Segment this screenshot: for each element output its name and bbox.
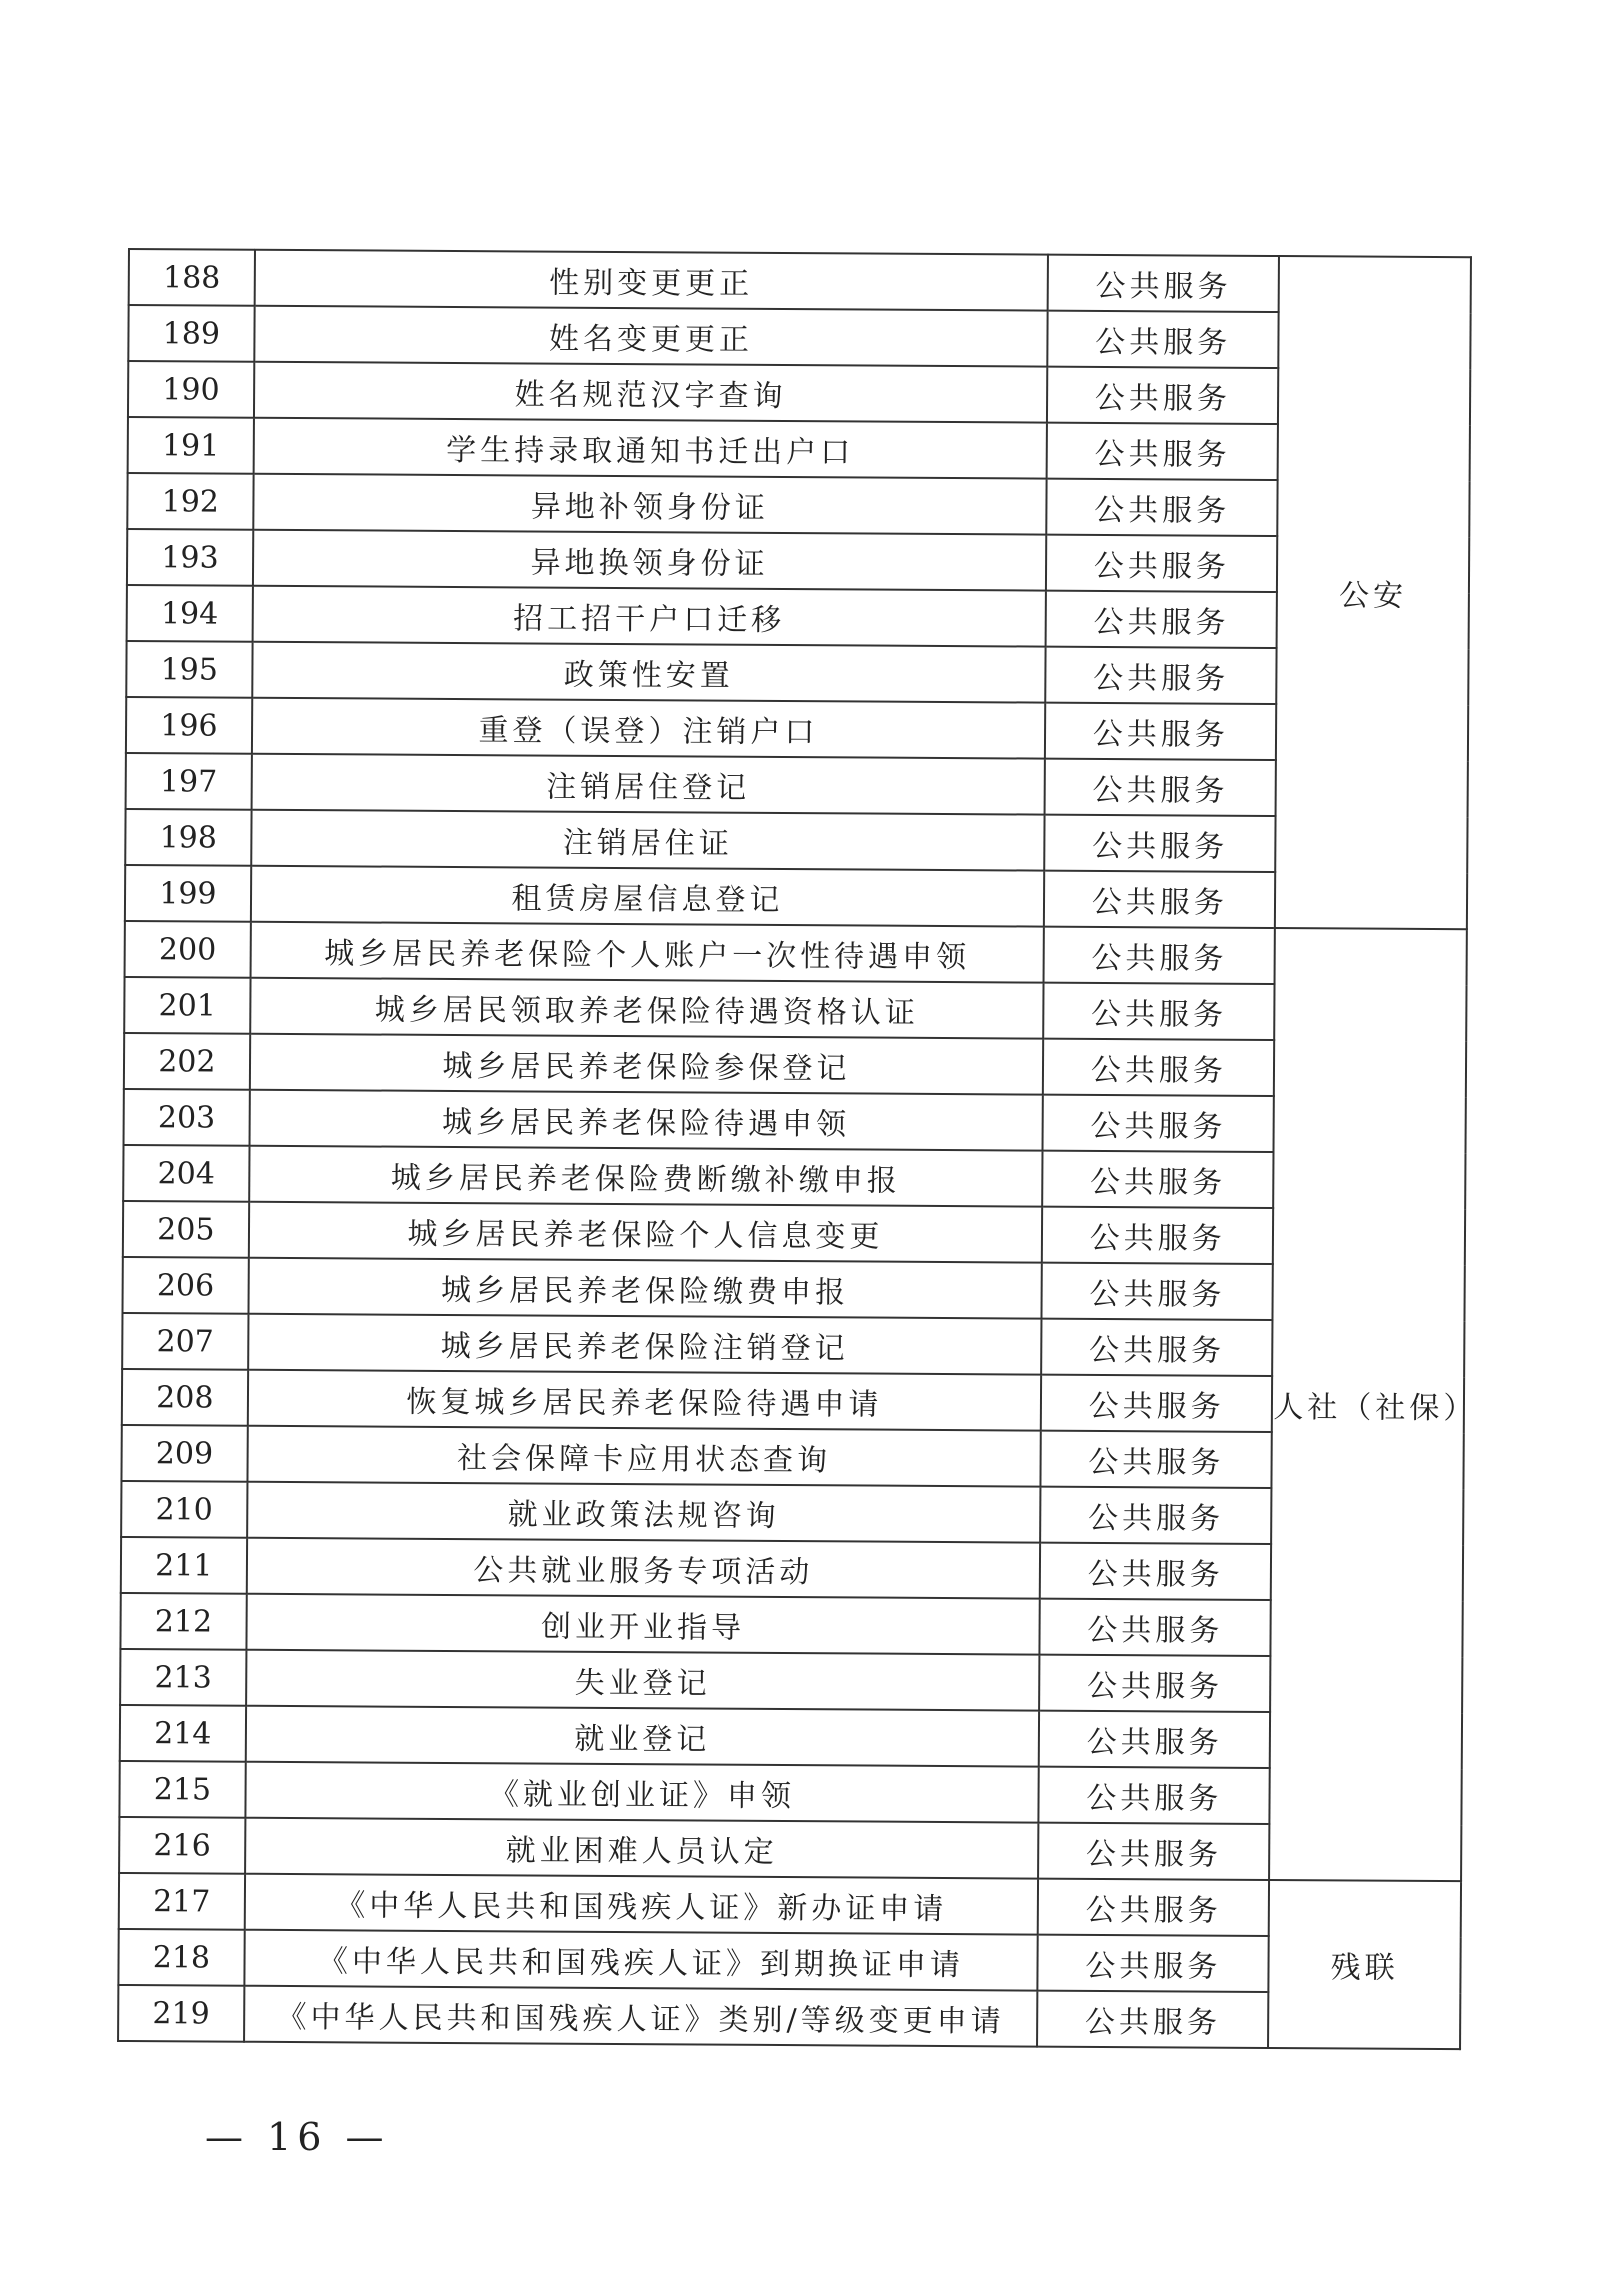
item-name: 失业登记 [246,1650,1040,1711]
item-name: 注销居住登记 [251,754,1045,815]
item-name: 姓名规范汉字查询 [254,362,1048,423]
item-type: 公共服务 [1039,1711,1271,1768]
item-name: 城乡居民养老保险参保登记 [250,1034,1044,1095]
table-row [123,1145,1465,1209]
item-type: 公共服务 [1041,1319,1273,1376]
item-number: 204 [123,1145,249,1202]
item-number: 195 [126,641,252,698]
item-type: 公共服务 [1045,647,1277,704]
item-number: 208 [122,1369,248,1426]
table-row [129,249,1471,313]
table-row [122,1313,1464,1377]
table-row [121,1537,1463,1601]
item-number: 196 [126,697,252,754]
item-number: 213 [120,1649,246,1706]
item-type: 公共服务 [1045,703,1277,760]
item-type: 公共服务 [1046,535,1278,592]
item-name: 城乡居民养老保险注销登记 [248,1314,1042,1375]
item-name: 城乡居民养老保险待遇申领 [249,1090,1043,1151]
item-type: 公共服务 [1045,759,1277,816]
item-number: 203 [124,1089,250,1146]
item-type: 公共服务 [1046,479,1278,536]
item-type: 公共服务 [1044,871,1276,928]
table-row [125,809,1467,873]
item-number: 218 [118,1929,244,1986]
item-name: 《中华人民共和国残疾人证》类别/等级变更申请 [244,1986,1038,2047]
item-number: 206 [122,1257,248,1314]
table-row [118,1985,1460,2049]
table-row [121,1481,1463,1545]
item-name: 就业政策法规咨询 [247,1482,1041,1543]
item-type: 公共服务 [1041,1375,1273,1432]
table-row [126,641,1468,705]
table-row [127,529,1469,593]
item-number: 219 [118,1985,244,2042]
item-type: 公共服务 [1047,311,1279,368]
item-name: 城乡居民养老保险费断缴补缴申报 [249,1146,1043,1207]
table-row [127,473,1469,537]
table-row [120,1649,1462,1713]
item-type: 公共服务 [1037,1935,1269,1992]
item-number: 190 [128,361,254,418]
item-name: 公共就业服务专项活动 [247,1538,1041,1599]
item-number: 217 [119,1873,245,1930]
table-row [124,1089,1466,1153]
item-name: 重登（误登）注销户口 [252,698,1046,759]
item-number: 189 [128,305,254,362]
department: 公安 [1275,256,1471,929]
table-row [120,1705,1462,1769]
item-number: 200 [125,921,251,978]
item-name: 城乡居民养老保险个人账户一次性待遇申领 [250,922,1044,983]
table-row [126,753,1468,817]
table-row [128,305,1470,369]
department: 残联 [1268,1880,1461,2049]
item-name: 恢复城乡居民养老保险待遇申请 [248,1370,1042,1431]
item-type: 公共服务 [1039,1655,1271,1712]
item-number: 197 [126,753,252,810]
item-name: 就业困难人员认定 [245,1818,1039,1879]
item-number: 205 [123,1201,249,1258]
table-row [124,977,1466,1041]
table-row [125,865,1467,929]
item-number: 202 [124,1033,250,1090]
item-type: 公共服务 [1044,815,1276,872]
item-type: 公共服务 [1039,1767,1271,1824]
item-name: 政策性安置 [252,642,1046,703]
item-type: 公共服务 [1044,927,1276,984]
service-table [117,248,1478,2050]
table-row [118,1929,1460,1993]
item-name: 《就业创业证》申领 [245,1762,1039,1823]
table-row [122,1257,1464,1321]
item-type: 公共服务 [1046,591,1278,648]
item-number: 216 [119,1817,245,1874]
item-number: 193 [127,529,253,586]
item-type: 公共服务 [1040,1487,1272,1544]
table-row [126,697,1468,761]
item-type: 公共服务 [1041,1431,1273,1488]
item-type: 公共服务 [1040,1543,1272,1600]
page-number: — 16 — [205,2115,390,2159]
item-type: 公共服务 [1048,255,1280,312]
table-row [125,921,1467,985]
item-name: 招工招干户口迁移 [252,586,1046,647]
item-name: 异地补领身份证 [253,474,1047,535]
item-number: 199 [125,865,251,922]
item-name: 城乡居民养老保险个人信息变更 [249,1202,1043,1263]
item-type: 公共服务 [1037,1991,1269,2048]
table-row [121,1425,1463,1489]
item-number: 194 [127,585,253,642]
table-row [124,1033,1466,1097]
item-number: 192 [127,473,253,530]
table-row [122,1369,1464,1433]
department: 人社（社保） [1269,928,1466,1881]
item-name: 《中华人民共和国残疾人证》到期换证申请 [244,1930,1038,1991]
item-type: 公共服务 [1040,1599,1272,1656]
table-row [128,417,1470,481]
table-row [128,361,1470,425]
item-name: 城乡居民养老保险缴费申报 [248,1258,1042,1319]
table-row [119,1817,1461,1881]
table-row [123,1201,1465,1265]
item-number: 214 [120,1705,246,1762]
item-name: 租赁房屋信息登记 [251,866,1045,927]
item-name: 《中华人民共和国残疾人证》新办证申请 [244,1874,1038,1935]
item-number: 215 [119,1761,245,1818]
item-type: 公共服务 [1042,1263,1274,1320]
table-row [119,1761,1461,1825]
table-row [119,1873,1461,1937]
item-name: 学生持录取通知书迁出户口 [253,418,1047,479]
item-type: 公共服务 [1038,1823,1270,1880]
item-number: 210 [121,1481,247,1538]
item-type: 公共服务 [1043,1039,1275,1096]
item-type: 公共服务 [1043,983,1275,1040]
item-number: 207 [122,1313,248,1370]
item-number: 201 [124,977,250,1034]
item-type: 公共服务 [1042,1207,1274,1264]
item-number: 212 [120,1593,246,1650]
item-name: 创业开业指导 [246,1594,1040,1655]
item-name: 异地换领身份证 [253,530,1047,591]
item-type: 公共服务 [1042,1151,1274,1208]
item-type: 公共服务 [1038,1879,1270,1936]
table-row [120,1593,1462,1657]
item-type: 公共服务 [1043,1095,1275,1152]
item-number: 188 [129,249,255,306]
item-name: 就业登记 [246,1706,1040,1767]
item-number: 191 [128,417,254,474]
item-name: 性别变更更正 [254,250,1048,311]
item-type: 公共服务 [1047,367,1279,424]
item-name: 社会保障卡应用状态查询 [247,1426,1041,1487]
item-type: 公共服务 [1047,423,1279,480]
table-row [127,585,1469,649]
item-name: 姓名变更更正 [254,306,1048,367]
item-number: 211 [121,1537,247,1594]
item-name: 注销居住证 [251,810,1045,871]
item-name: 城乡居民领取养老保险待遇资格认证 [250,978,1044,1039]
item-number: 198 [125,809,251,866]
item-number: 209 [121,1425,247,1482]
